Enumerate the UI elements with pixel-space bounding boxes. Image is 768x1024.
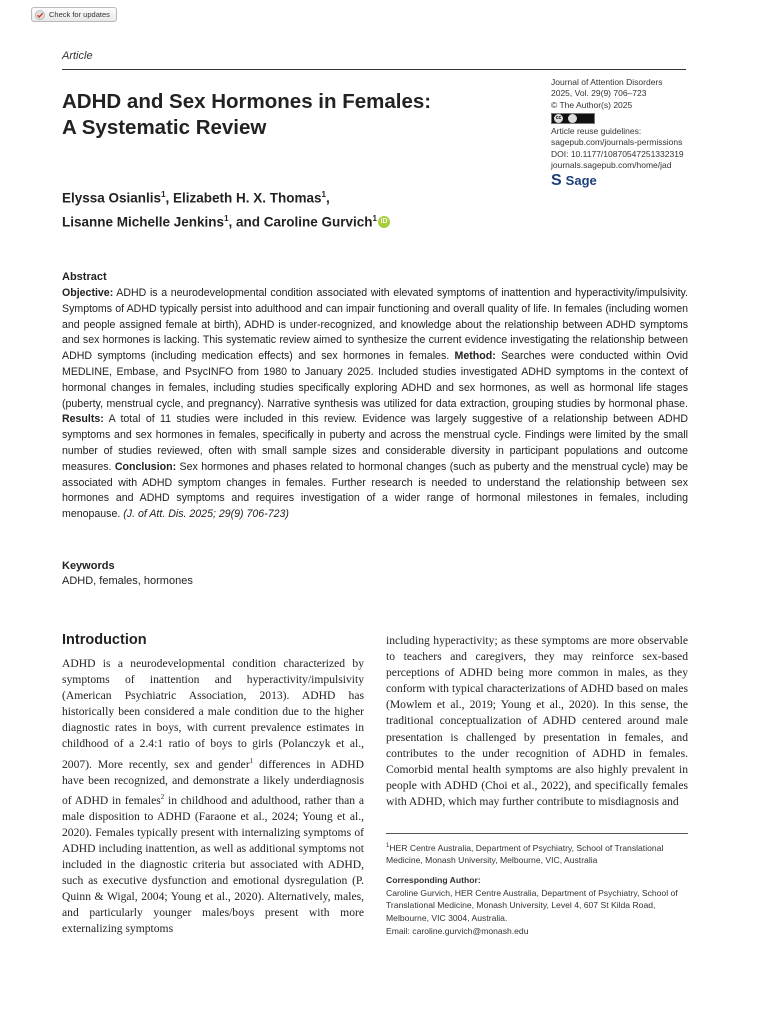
keywords-list: ADHD, females, hormones xyxy=(62,575,193,587)
objective-text: ADHD is a neurodevelopmental condition associated with elevated symptoms of inattention and hyperactivity/impulsivity. Symptoms of ADHD typically persist into adulthood and can impair functioning and overall quality of life. In females (including women and people assigned female at birth), ADHD is under-recognized, and knowledge about the relationship between ADHD symptoms and sex hormones is lacking. This systematic review aimed to synthesize the current evidence investigating the relationship between ADHD symptoms (including medication effects) and sex hormones in females. xyxy=(62,287,688,363)
footnote-divider xyxy=(386,833,688,834)
affiliation-marker: 1 xyxy=(224,213,229,223)
title-line-2: A Systematic Review xyxy=(62,116,267,139)
results-text: A total of 11 studies were included in this review. Evidence was largely suggestive of a relationship between ADHD symptoms and sex hormones in females, specifically in puberty and across the menstrual cycle. Findings were limited by the small number of studies reviewed, often with small sample sizes and considerable diversity in participant populations and outcome measures. xyxy=(62,413,688,473)
email-label: Email: xyxy=(386,926,410,936)
abstract-heading: Abstract xyxy=(62,271,107,283)
affiliation-marker: 1 xyxy=(321,190,326,199)
affiliation-marker: 1 xyxy=(161,190,166,199)
affiliation-footnote xyxy=(386,840,688,866)
conclusion-label: Conclusion: xyxy=(114,460,177,473)
author-line-2 xyxy=(62,209,390,233)
affiliation-marker: 1 xyxy=(372,213,377,223)
footnote-marker[interactable]: 1 xyxy=(249,756,254,765)
body-column-left xyxy=(62,656,364,937)
email-line xyxy=(386,926,529,936)
check-for-updates-icon xyxy=(35,10,45,20)
introduction-heading: Introduction xyxy=(62,632,147,648)
article-type: Article xyxy=(62,50,93,62)
journal-name: Journal of Attention Disorders xyxy=(551,77,663,87)
journal-copyright: © The Author(s) 2025 xyxy=(551,99,633,110)
method-label: Method: xyxy=(454,350,496,363)
author-separator: , xyxy=(326,190,330,206)
header-divider xyxy=(62,69,686,70)
body-text: ADHD is a neurodevelopmental condition characterized by symptoms of inattention and hyperactivity/impulsivity (American Psychiatric Association, 2013). ADHD has historically been considered a male condition due to the higher diagnostic rates in boys, with current prevalence estimates in childhood of a 2.4:1 ratio of boys to girls (Polanczyk et al., 2007). More recently, sex and gender xyxy=(62,657,364,771)
body-text: differences in ADHD have been recognized, and demonstrate a likely underdiagnosis of ADHD in females xyxy=(62,757,364,807)
author-list xyxy=(62,185,390,232)
sage-s-icon: S xyxy=(551,172,562,190)
check-for-updates-button[interactable] xyxy=(31,7,117,22)
keywords-heading: Keywords xyxy=(62,560,115,572)
sage-logo[interactable] xyxy=(551,172,684,190)
author-name: , Elizabeth H. X. Thomas xyxy=(165,190,322,206)
body-column-right: including hyperactivity; as these symptoms are more observable to teachers and caregivers, they may reinforce sex-based perceptions of ADHD being more common in males, as they conform with typical characterizations of ADHD based on males (Mowlem et al., 2019; Young et al., 2020). In this sense, the traditional conceptualization of ADHD centered around male presentation is challenged by presentation in females, and contributes to the under recognition of ADHD in females. Comorbid mental health symptoms are also highly prevalent in people with ADHD (Choi et al., 2022), and specifically females with ADHD, which may further contribute to misdiagnosis and xyxy=(386,634,688,808)
email-link[interactable]: caroline.gurvich@monash.edu xyxy=(412,926,529,936)
publisher-name: Sage xyxy=(565,173,597,189)
conclusion-text: Sex hormones and phases related to hormonal changes (such as puberty and the menstrual cycle) may be associated with ADHD symptom changes in females. Further research is needed to understand the relationship between sex hormones and ADHD symptoms and requires investigation of a wider range of hormonal milestones in females, including menopause. xyxy=(62,460,689,521)
author-line-1 xyxy=(62,185,390,209)
article-title xyxy=(62,89,532,141)
corresponding-author-heading: Corresponding Author: xyxy=(386,875,481,885)
footnote-marker[interactable]: 2 xyxy=(160,792,165,801)
corresponding-author-details: Caroline Gurvich, HER Centre Australia, Department of Psychiatry, School of Translational Medicine, Monash University, Level 4, 607 St Kilda Road, Melbourne, VIC 3004, Australia. xyxy=(386,888,678,923)
author-name: Lisanne Michelle Jenkins xyxy=(62,214,225,229)
cc-circle-icon: cc xyxy=(554,114,563,123)
creative-commons-icon[interactable] xyxy=(551,113,595,124)
title-line-1: ADHD and Sex Hormones in Females: xyxy=(62,90,432,113)
orcid-icon[interactable]: iD xyxy=(378,216,390,228)
author-name: , and Caroline Gurvich xyxy=(228,214,373,229)
doi[interactable]: DOI: 10.1177/10870547251332319 xyxy=(551,148,684,159)
body-text: in childhood and adulthood, rather than a male disposition to ADHD (Faraone et al., 2024; Young et al., 2020). Females typically present with internalizing symptoms of ADHD including inattention, as well as additional symptoms not included in the diagnostic criteria but associated with ADHD, such as executive dysfunction and emotional dysregulation (P. Quinn & Wigal, 2004; Young et al., 2020). Alternatively, males, and particularly younger males/boys present with more externalizing symptoms xyxy=(62,793,364,936)
author-name: Elyssa Osianlis xyxy=(62,190,162,206)
cc-attribution-icon xyxy=(568,114,577,123)
affiliation-text: HER Centre Australia, Department of Psychiatry, School of Translational Medicine, Monash University, Melbourne, VIC, Australia xyxy=(386,842,664,865)
reuse-guidelines-label: Article reuse guidelines: xyxy=(551,126,642,137)
method-text: Searches were conducted within Ovid MEDLINE, Embase, and PsycINFO from 1980 to January 2025. Included studies investigated ADHD symptoms in the context of hormonal changes in females, including studies specifically exploring ADHD and sex hormones, as well as hormonal life stages (puberty, menstrual cycle, and pregnancy). Narrative synthesis was utilized for data extraction, grouping studies by hormonal phase. xyxy=(62,350,688,410)
journal-info xyxy=(551,77,684,190)
results-label: Results: xyxy=(62,413,104,426)
abstract-citation: (J. of Att. Dis. 2025; 29(9) 706-723) xyxy=(123,508,289,521)
journal-homepage-link[interactable]: journals.sagepub.com/home/jad xyxy=(551,159,672,170)
objective-label: Objective: xyxy=(62,287,114,299)
reuse-guidelines-link[interactable]: sagepub.com/journals-permissions xyxy=(551,137,683,148)
journal-volume: 2025, Vol. 29(9) 706–723 xyxy=(551,88,647,99)
affiliation-marker: 1 xyxy=(386,843,390,849)
check-for-updates-label: Check for updates xyxy=(49,10,110,19)
abstract-text xyxy=(62,286,688,523)
